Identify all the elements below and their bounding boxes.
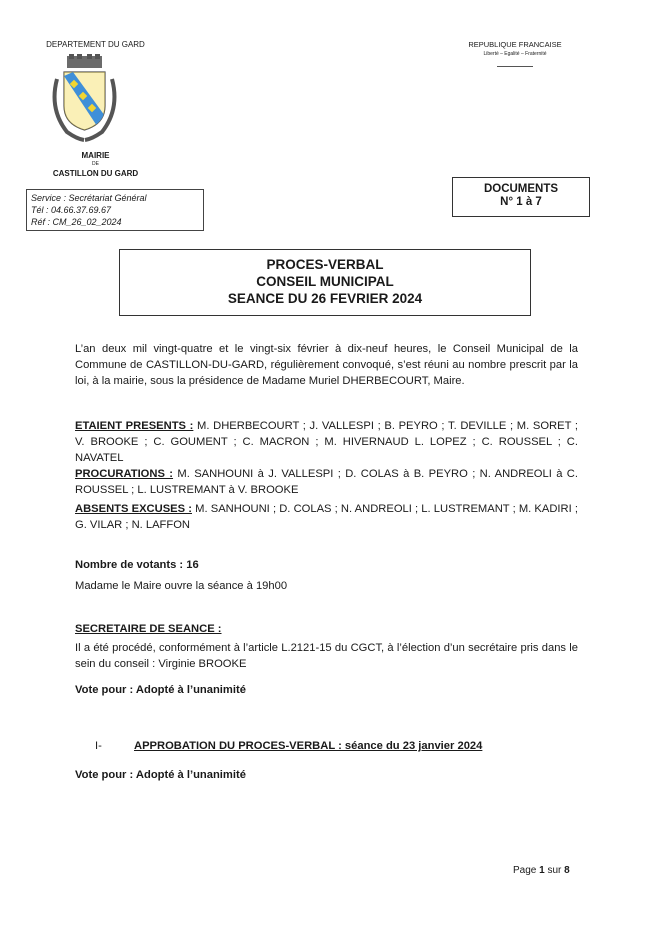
absents-list: M. SANHOUNI ; D. COLAS ; N. ANDREOLI ; L. LUSTREMANT ; M. KADIRI ; G. VILAR ; N. LAFFON	[75, 503, 578, 531]
town-name: CASTILLON DU GARD	[52, 169, 139, 178]
title-line-3: SEANCE DU 26 FEVRIER 2024	[227, 291, 423, 306]
service-box	[26, 189, 204, 231]
title-line-1: PROCES-VERBAL	[266, 257, 384, 272]
page-word: Page	[513, 865, 540, 876]
page-sur: sur	[544, 865, 565, 876]
votants-count: Nombre de votants : 16	[75, 559, 199, 571]
procurations-paragraph	[75, 466, 578, 498]
service-line: Service : Secrétariat Général	[31, 193, 147, 203]
presents-label: ETAIENT PRESENTS :	[75, 420, 194, 432]
current-page: 1	[539, 865, 545, 876]
reference-line: Réf : CM_26_02_2024	[31, 217, 122, 227]
absents-paragraph	[75, 501, 578, 533]
documents-label: DOCUMENTS	[483, 183, 559, 195]
mairie-de: DE	[92, 161, 99, 167]
total-pages: 8	[564, 865, 570, 876]
republic-divider	[497, 66, 533, 67]
phone-line: Tél : 04.66.37.69.67	[31, 205, 112, 215]
procurations-label: PROCURATIONS :	[75, 468, 174, 480]
presents-paragraph	[75, 418, 578, 466]
section-number: I-	[95, 740, 102, 752]
documents-range: N° 1 à 7	[500, 196, 542, 208]
mairie-label: MAIRIE	[81, 151, 110, 160]
secretary-heading: SECRETAIRE DE SEANCE :	[75, 623, 222, 635]
vote-result-2: Vote pour : Adopté à l’unanimité	[75, 769, 246, 781]
absents-label: ABSENTS EXCUSES :	[75, 503, 192, 515]
republic-header	[455, 40, 575, 67]
section-title: APPROBATION DU PROCES-VERBAL : séance du 23 janvier 2024	[134, 740, 483, 752]
vote-result-1: Vote pour : Adopté à l’unanimité	[75, 684, 246, 696]
documents-box	[452, 177, 590, 217]
page-number	[513, 865, 570, 876]
mairie-block	[28, 150, 163, 179]
secretary-paragraph: Il a été procédé, conformément à l’article L.2121-15 du CGCT, à l’élection d’un secrétaire pris dans le sein du conseil : Virginie BROOKE	[75, 642, 578, 670]
presents-list: M. DHERBECOURT ; J. VALLESPI ; B. PEYRO ; T. DEVILLE ; M. SORET ; V. BROOKE ; C. GOUMENT ; C. MACRON ; M. HIVERNAUD L. LOPEZ ; C. ROUSSEL ; C. NAVATEL	[75, 420, 578, 464]
intro-paragraph: L’an deux mil vingt-quatre et le vingt-six février à dix-neuf heures, le Conseil Municipal de la Commune de CASTILLON-DU-GARD, régulièrement convoqué, s’est réuni au nombre prescrit par la loi, à la mairie, sous la présidence de Madame Muriel DHERBECOURT, Maire.	[75, 343, 578, 387]
town-crest-icon	[47, 54, 122, 144]
procurations-list: M. SANHOUNI à J. VALLESPI ; D. COLAS à B. PEYRO ; N. ANDREOLI à C. ROUSSEL ; L. LUSTREMANT à V. BROOKE	[75, 468, 578, 496]
title-line-2: CONSEIL MUNICIPAL	[256, 274, 394, 289]
department-label: DEPARTEMENT DU GARD	[46, 40, 145, 49]
republic-label: REPUBLIQUE FRANCAISE	[468, 40, 562, 49]
title-box	[119, 249, 531, 316]
opening-statement: Madame le Maire ouvre la séance à 19h00	[75, 580, 288, 592]
republic-motto: Liberté – Egalité – Fraternité	[483, 51, 547, 57]
